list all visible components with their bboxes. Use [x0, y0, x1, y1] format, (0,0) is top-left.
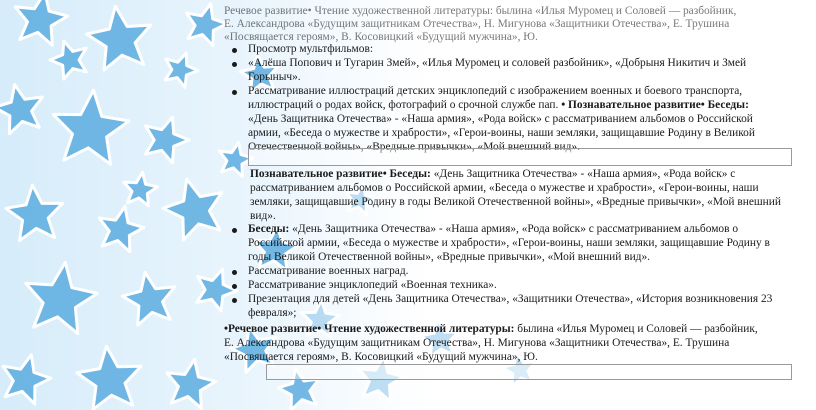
bullet: [232, 48, 237, 53]
list-item-continuation: Отечественной войны», «Вредные привычки», «Мой внешний вид».: [248, 141, 580, 153]
list-item-continuation: иллюстраций о родах войск, фотографий о срочной службе пап. • Познавательное развитие• Беседы:: [248, 99, 749, 111]
block-heading: Познавательное развитие• Беседы: «День Защитника Отечества» - «Наша армия», «Рода войск» с: [250, 168, 736, 180]
list-item: Рассматривание военных наград.: [248, 265, 409, 277]
list-item: Рассматривание энциклопедий «Военная техника».: [248, 279, 497, 291]
block-line: вид».: [250, 210, 276, 222]
overlap-line-3: «Посвящается героям», В. Косовицкий «Будущий мужчина», Ю.: [224, 31, 538, 43]
speech-line: «Посвящается героям», В. Косовицкий «Будущий мужчина», Ю.: [224, 351, 538, 363]
block-line: земляки, защищавшие Родину в годы Великой Отечественной войны», «Вредные привычки», «Мой внешний: [250, 196, 781, 208]
block-line: рассматриванием альбомов о Российской армии, «Беседа о мужестве и храбрости», «Герои-воины, наши: [250, 182, 759, 194]
list-item: Просмотр мультфильмов:: [248, 43, 373, 55]
list-item-continuation: февраля»;: [248, 307, 297, 319]
bullet: [232, 270, 237, 275]
overlap-line-2: Е. Александрова «Будущим защитникам Отечества», Н. Мигунова «Защитники Отечества», Е. Трушина: [224, 18, 730, 30]
speech-line: Е. Александрова «Будущим защитникам Отечества», Н. Мигунова «Защитники Отечества», Е. Трушина: [224, 337, 730, 349]
list-item: «Алёша Попович и Тугарин Змей», «Илья Муромец и соловей разбойник», «Добрыня Никитич и Змей: [248, 57, 747, 69]
list-item: Презентация для детей «День Защитника Отечества», «Защитники Отечества», «История возникновения 23: [248, 293, 773, 305]
list-item-continuation: Горыныч».: [248, 71, 301, 83]
list-item-continuation: годы Великой Отечественной войны», «Вредные привычки», «Мой внешний вид».: [248, 251, 651, 263]
text-frame: [266, 364, 792, 380]
bullet: [232, 62, 237, 67]
list-item: Беседы: «День Защитника Отечества» - «Наша армия», «Рода войск» с рассматриванием альбомов о: [248, 223, 739, 235]
bullet: [232, 90, 237, 95]
list-item-continuation: «День Защитника Отечества» - «Наша армия», «Рода войск» с рассматриванием альбомов о Российской: [248, 113, 753, 125]
bullet: [232, 298, 237, 303]
list-item: Рассматривание иллюстраций детских энциклопедий с изображением военных и боевого транспорта,: [248, 85, 743, 97]
list-item-continuation: Российской армии, «Беседа о мужестве и храбрости», «Герои-воины, наши земляки, защищавшие Родину в: [248, 237, 770, 249]
bullet: [232, 284, 237, 289]
bullet: [232, 228, 237, 233]
overlap-line-1: Речевое развитие• Чтение художественной литературы: былина «Илья Муромец и Соловей — разбойник,: [224, 5, 737, 17]
text-frame: [248, 148, 792, 166]
list-item-continuation: армии, «Беседа о мужестве и храбрости», «Герои-воины, наши земляки, защищавшие Родину в Великой: [248, 127, 755, 139]
speech-heading: •Речевое развитие• Чтение художественной литературы: былина «Илья Муромец и Соловей — разбойник,: [224, 323, 758, 335]
